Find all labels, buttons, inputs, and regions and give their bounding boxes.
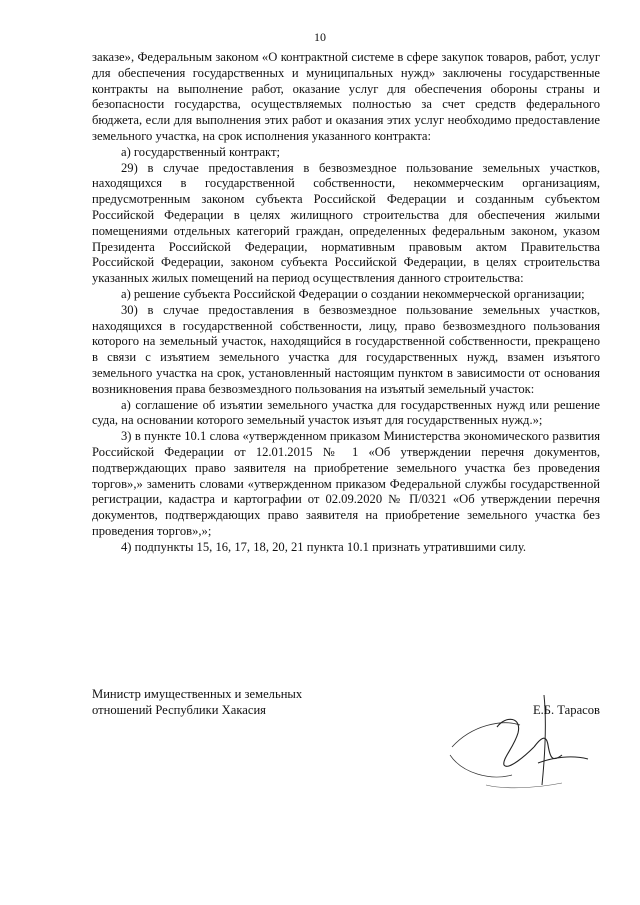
handwritten-signature [442, 685, 592, 795]
paragraph: 29) в случае предоставления в безвозмездное пользование земельных участков, находящихся в государственной собственности, некоммерческим организациям, предусмотренным законом субъекта Российской Федерации и созданным субъектом Российской Федерации в целях жилищного строительства для обеспечения жилыми помещениями отдельных категорий граждан, определенных федеральным законом, указом Президента Российской Федерации, нормативным правовым актом Правительства Российской Федерации, законом субъекта Российской Федерации, в целях строительства указанных жилых помещений на период осуществления данного строительства: [92, 160, 600, 286]
signature-block [92, 687, 600, 807]
signatory-name: Е.Б. Тарасов [532, 703, 600, 717]
paragraph: 4) подпункты 15, 16, 17, 18, 20, 21 пункта 10.1 признать утратившими силу. [121, 539, 527, 554]
signatory-title-line1: Министр имущественных и земельных [92, 687, 303, 701]
paragraph: а) государственный контракт; [121, 144, 281, 159]
signatory-title [92, 687, 302, 719]
paragraph: заказе», Федеральным законом «О контрактной системе в сфере закупок товаров, работ, услуг для обеспечения государственных и муниципальных нужд» заключены государственные контракты на выполнение работ, оказание услуг для обеспечения обороны страны и безопасности государства, осуществляемых полностью за счет средств федерального бюджета, если для выполнения этих работ и оказания этих услуг необходимо предоставление земельного участка, на срок исполнения указанного контракта: [92, 50, 600, 143]
signatory-title-line2: отношений Республики Хакасия [92, 702, 266, 717]
document-body [92, 50, 600, 556]
page-number: 10 [314, 30, 326, 44]
paragraph: 30) в случае предоставления в безвозмездное пользование земельных участков, находящихся в государственной собственности, лицу, право безвозмездного пользования которого на земельный участок, находящийся в государственной собственности, прекращено в связи с изъятием земельного участка для государственных нужд, взамен изъятого земельного участка на срок, установленный настоящим пунктом в зависимости от основания возникновения права безвозмездного пользования на изъятый земельный участок: [92, 302, 600, 396]
paragraph: 3) в пункте 10.1 слова «утвержденном приказом Министерства экономического развития Российской Федерации от 12.01.2015 № 1 «Об утверждении перечня документов, подтверждающих право заявителя на приобретение земельного участка без проведения торгов»,» заменить словами «утвержденном приказом Федеральной службы государственной регистрации, кадастра и картографии от 02.09.2020 № П/0321 «Об утверждении перечня документов, подтверждающих право заявителя на приобретение земельного участка без проведения торгов»,»; [92, 429, 600, 538]
paragraph: а) решение субъекта Российской Федерации о создании некоммерческой организации; [121, 286, 585, 301]
paragraph: а) соглашение об изъятии земельного участка для государственных нужд или решение суда, на основании которого земельный участок изъят для государственных нужд.»; [92, 397, 600, 428]
